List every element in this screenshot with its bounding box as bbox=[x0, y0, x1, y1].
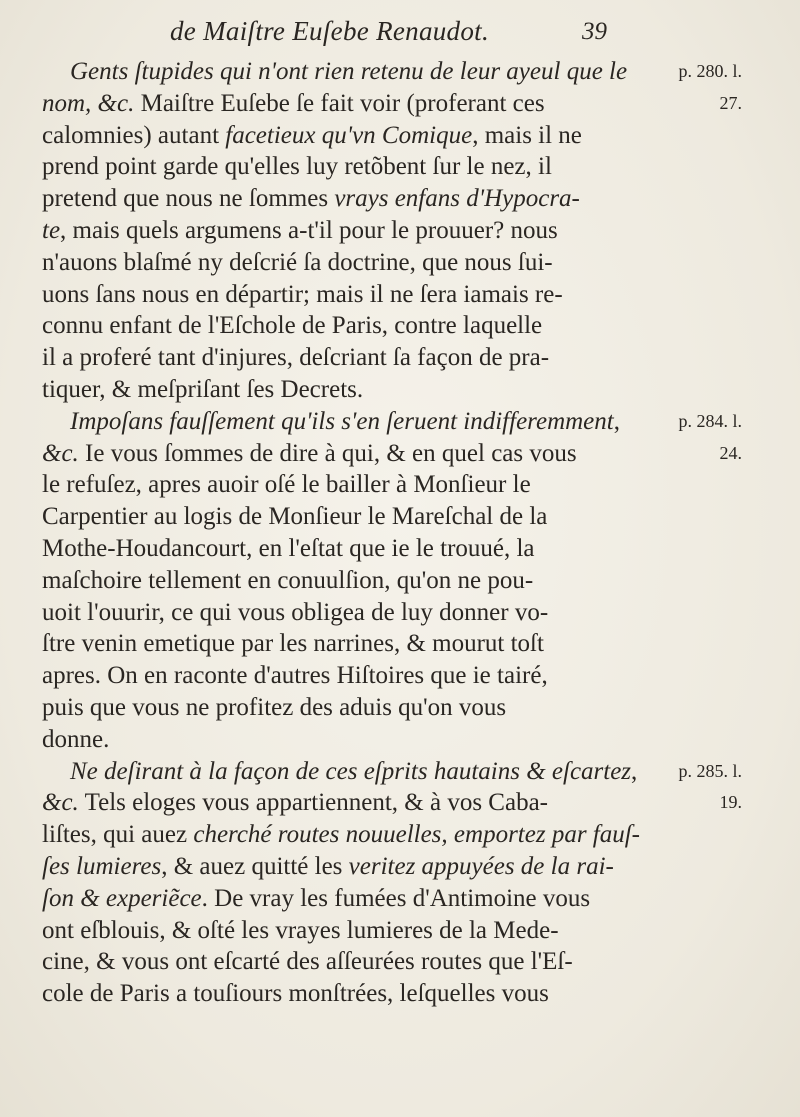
text-line bbox=[42, 724, 742, 756]
text-line bbox=[42, 183, 742, 215]
text-span: uons ſans nous en départir; mais il ne ſera iamais re- bbox=[42, 280, 563, 308]
text-line bbox=[42, 247, 742, 279]
text-line bbox=[42, 374, 742, 406]
text-span: maſchoire tellement en conuulſion, qu'on ne pou- bbox=[42, 566, 534, 594]
text-span: puis que vous ne profitez des aduis qu'on vous bbox=[42, 693, 507, 721]
italic-span: cherché routes nouuelles, emportez par fauſ- bbox=[193, 821, 641, 849]
text-line bbox=[42, 565, 742, 597]
page-header bbox=[0, 14, 800, 50]
text-line bbox=[42, 501, 742, 533]
text-span: , mais il ne bbox=[472, 121, 582, 149]
text-line bbox=[42, 279, 742, 311]
text-line bbox=[42, 469, 742, 501]
text-line bbox=[42, 851, 742, 883]
text-span: ont eſblouis, & oſté les vrayes lumieres de la Mede- bbox=[42, 916, 559, 944]
italic-span: vrays enfans d'Hypocra- bbox=[334, 185, 580, 213]
margin-reference: 27. bbox=[719, 92, 742, 113]
text-line bbox=[42, 438, 742, 470]
text-line bbox=[42, 628, 742, 660]
text-span: cine, & vous ont eſcarté des aſſeurées routes que l'Eſ- bbox=[42, 948, 573, 976]
text-span: apres. On en raconte d'autres Hiſtoires que ie tairé, bbox=[42, 662, 548, 690]
italic-span: ſes lumieres bbox=[42, 852, 162, 880]
text-line bbox=[42, 660, 742, 692]
text-line bbox=[42, 56, 742, 88]
text-span: cole de Paris a touſiours monſtrées, leſquelles vous bbox=[42, 980, 549, 1008]
text-span: Carpentier au logis de Monſieur le Mareſchal de la bbox=[42, 503, 548, 531]
margin-reference: p. 285. l. bbox=[678, 760, 742, 781]
margin-reference: 24. bbox=[719, 442, 742, 463]
italic-span: facetieux qu'vn Comique bbox=[225, 121, 473, 149]
margin-reference: 19. bbox=[719, 792, 742, 813]
text-line bbox=[42, 533, 742, 565]
text-line bbox=[42, 756, 742, 788]
text-line bbox=[42, 787, 742, 819]
italic-span: veritez appuyées de la rai- bbox=[348, 852, 614, 880]
text-span: Mothe-Houdancourt, en l'eſtat que ie le trouué, la bbox=[42, 534, 535, 562]
text-line bbox=[42, 946, 742, 978]
text-line bbox=[42, 819, 742, 851]
text-line bbox=[42, 120, 742, 152]
text-line bbox=[42, 215, 742, 247]
running-head: de Maiſtre Euſebe Renaudot. bbox=[170, 16, 490, 46]
text-span: , bbox=[613, 407, 620, 435]
text-line bbox=[42, 883, 742, 915]
text-line bbox=[42, 597, 742, 629]
text-span: prend point garde qu'elles luy retõbent ſur le nez, il bbox=[42, 153, 552, 181]
text-span: connu enfant de l'Eſchole de Paris, contre laquelle bbox=[42, 312, 543, 340]
text-span: Tels eloges vous appartiennent, & à vos Caba- bbox=[78, 789, 548, 817]
italic-span: ſon & experiẽce bbox=[42, 884, 202, 912]
text-line bbox=[42, 88, 742, 120]
text-line bbox=[42, 692, 742, 724]
text-span: , mais quels argumens a-t'il pour le prouuer? nous bbox=[60, 216, 558, 244]
margin-reference: p. 280. l. bbox=[678, 61, 742, 81]
text-line bbox=[42, 310, 742, 342]
text-span: . De vray les fumées d'Antimoine vous bbox=[201, 884, 591, 912]
text-span: donne. bbox=[42, 725, 110, 753]
text-span: liſtes, qui auez bbox=[42, 821, 194, 849]
italic-span: &c. bbox=[42, 789, 79, 817]
text-span: pretend que nous ne ſommes bbox=[42, 185, 335, 213]
text-line bbox=[42, 406, 742, 438]
text-span: il a proferé tant d'injures, deſcriant ſa façon de pra- bbox=[42, 344, 550, 372]
text-span: , & auez quitté les bbox=[161, 852, 349, 880]
page-number: 39 bbox=[582, 18, 607, 45]
margin-reference: p. 284. l. bbox=[678, 410, 742, 431]
text-line bbox=[42, 915, 742, 947]
text-span: ſtre venin emetique par les narrines, & mourut toſt bbox=[42, 630, 544, 658]
italic-span: nom, &c. bbox=[42, 89, 135, 117]
text-span: tiquer, & meſpriſant ſes Decrets. bbox=[42, 375, 364, 403]
italic-span: &c. bbox=[42, 439, 79, 467]
text-span: n'auons blaſmé ny deſcrié ſa doctrine, que nous ſui- bbox=[42, 248, 553, 276]
text-span: le refuſez, apres auoir oſé le bailler à Monſieur le bbox=[42, 471, 531, 499]
text-line bbox=[42, 151, 742, 183]
text-span: uoit l'ouurir, ce qui vous obligea de luy donner vo- bbox=[42, 598, 549, 626]
text-line bbox=[42, 978, 742, 1010]
text-span: Ie vous ſommes de dire à qui, & en quel cas vous bbox=[78, 439, 577, 467]
text-span: Maiſtre Euſebe ſe fait voir (proferant ces bbox=[134, 89, 545, 117]
text-line bbox=[42, 342, 742, 374]
text-span: , bbox=[631, 757, 638, 785]
italic-span: Gents ſtupides qui n'ont rien retenu de leur ayeul que le bbox=[70, 58, 628, 85]
body-text bbox=[42, 56, 742, 1010]
text-span: calomnies) autant bbox=[42, 121, 226, 149]
italic-span: Ne deſirant à la façon de ces eſprits hautains & eſcartez bbox=[70, 757, 632, 785]
italic-span: Impoſans fauſſement qu'ils s'en ſeruent indifferemment bbox=[70, 407, 614, 435]
italic-span: te bbox=[42, 216, 61, 244]
